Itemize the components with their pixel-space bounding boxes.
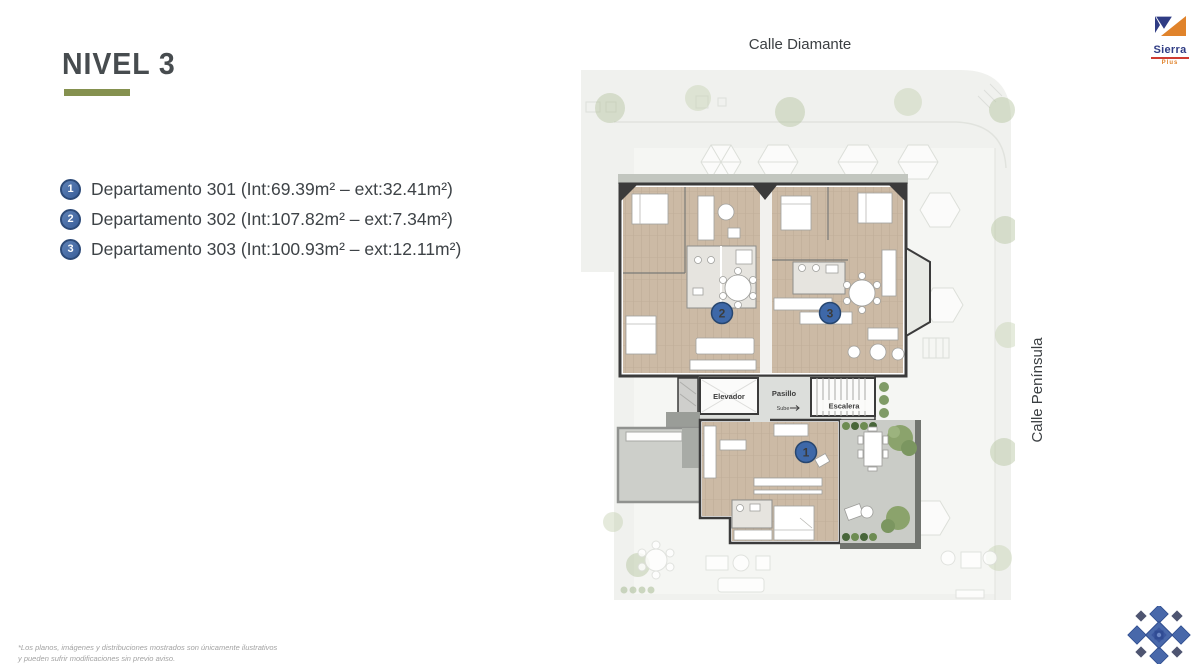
apartment-legend [60, 174, 461, 264]
svg-text:3: 3 [826, 306, 834, 321]
disclaimer-line1: *Los planos, imágenes y distribuciones mostrados son únicamente ilustrativos [18, 643, 278, 652]
unit-badge: 2 [60, 209, 81, 230]
diamond-ornament-icon [1126, 606, 1192, 664]
unit-badge: 3 [60, 239, 81, 260]
svg-text:Pasillo: Pasillo [771, 389, 797, 398]
unit-3-plan-badge [820, 303, 841, 324]
disclaimer [18, 642, 277, 665]
brand-subname: Plus [1161, 60, 1179, 66]
disclaimer-line2: y pueden sufrir modificaciones sin previo aviso. [18, 654, 176, 664]
core-planter [879, 382, 889, 418]
title-underline [64, 89, 130, 96]
unit-1-plan-badge [796, 442, 817, 463]
legend-label: Departamento 301 (Int:69.39m² – ext:32.41m²) [91, 178, 453, 199]
page-title: NIVEL 3 [62, 46, 176, 81]
brand-name: Sierra [1153, 44, 1187, 56]
svg-text:Elevador: Elevador [713, 392, 745, 401]
svg-text:1: 1 [802, 445, 810, 460]
legend-item-301 [60, 174, 461, 204]
unit-2-plan-badge [712, 303, 733, 324]
elevator-room [700, 378, 758, 414]
legend-item-302 [60, 204, 461, 234]
circulation-core [678, 376, 889, 420]
legend-label: Departamento 302 (Int:107.82m² – ext:7.34m²) [91, 208, 453, 229]
apartment-1-terrace [840, 420, 921, 549]
svg-text:Sube: Sube [776, 406, 790, 412]
legend-label: Departamento 303 (Int:100.93m² – ext:12.11m²) [91, 238, 462, 259]
svg-text:Escalera: Escalera [828, 401, 860, 411]
street-label-calle-peninsula: Calle Península [1029, 337, 1046, 443]
sierra-logo-icon [1152, 15, 1188, 39]
street-label-calle-diamante: Calle Diamante [748, 36, 852, 53]
stairs [811, 378, 875, 416]
legend-item-303 [60, 234, 461, 264]
floor-plan [578, 60, 1015, 605]
unit-badge: 1 [60, 179, 81, 200]
brand-logo [1148, 15, 1192, 66]
brand-rule [1151, 57, 1189, 59]
svg-text:2: 2 [718, 306, 726, 321]
